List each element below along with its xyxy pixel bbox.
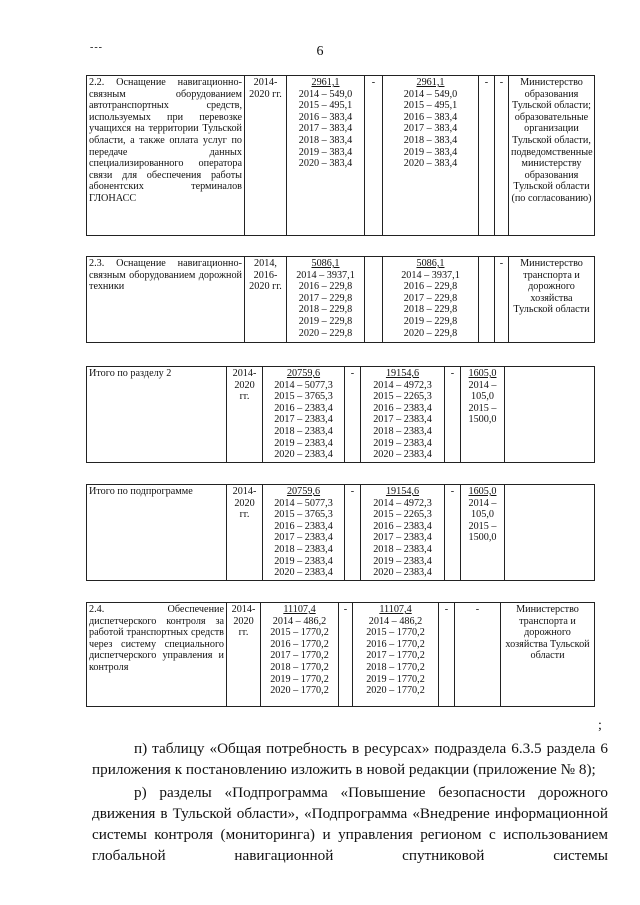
total-funding: 20759,6 2014 – 5077,3 2015 – 3765,3 2016 – 2383,4 2017 – 2383,4 2018 – 2383,4 2019 – 2383,4 2020 – 2383,4 xyxy=(263,367,345,463)
regional-funding: 2961,1 2014 – 549,0 2015 – 495,1 2016 – 383,4 2017 – 383,4 2018 – 383,4 2019 – 383,4 2020 – 383,4 xyxy=(383,76,479,236)
row-executor: Министерство транспорта и дорожного хозяйства Тульской области xyxy=(501,603,595,707)
total-funding: 20759,6 2014 – 5077,3 2015 – 3765,3 2016 – 2383,4 2017 – 2383,4 2018 – 2383,4 2019 – 2383,4 2020 – 2383,4 xyxy=(263,485,345,581)
row-description: Итого по разделу 2 xyxy=(87,367,227,463)
row-executor: Министерство образования Тульской области; образовательные организации Тульской области, подведомственные министерству образования Тульской области (по согласованию) xyxy=(509,76,595,236)
row-executor xyxy=(505,485,595,581)
extrabudget-funding: 1605,0 2014 – 105,0 2015 – 1500,0 xyxy=(461,485,505,581)
other-funding: - xyxy=(495,257,509,343)
row-period: 2014-2020 гг. xyxy=(245,76,287,236)
row-description: Итого по подпрограмме xyxy=(87,485,227,581)
table-row-2-3 xyxy=(86,256,595,343)
row-period: 2014, 2016-2020 гг. xyxy=(245,257,287,343)
row-executor xyxy=(505,367,595,463)
row-description: 2.4. Обеспечение диспетчерского контроля за работой транспортных средств через систему специального диспетчерского управления и контроля xyxy=(87,603,227,707)
local-funding: - xyxy=(479,76,495,236)
total-funding: 2961,1 2014 – 549,0 2015 – 495,1 2016 – 383,4 2017 – 383,4 2018 – 383,4 2019 – 383,4 2020 – 383,4 xyxy=(287,76,365,236)
row-period: 2014-2020 гг. xyxy=(227,485,263,581)
row-description: 2.2. Оснащение навигационно-связным оборудованием автотранспортных средств, используемых при перевозке учащихся на территории Тульской области, а также оплата услуг по передаче данных специализированного оператора связи для обеспечения работы абонентских терминалов ГЛОНАСС xyxy=(87,76,245,236)
federal-funding: - xyxy=(365,76,383,236)
table-total-subprogram xyxy=(86,484,595,581)
paragraph-r: р) разделы «Подпрограмма «Повышение безопасности дорожного движения в Тульской области», «Подпрограмма «Внедрение информационной системы контроля (мониторинга) и управления регионом с использованием глобальной навигационной спутниковой системы xyxy=(92,784,608,864)
total-funding: 5086,1 2014 – 3937,1 2016 – 229,8 2017 – 229,8 2018 – 229,8 2019 – 229,8 2020 – 229,8 xyxy=(287,257,365,343)
corner-mark: --- xyxy=(90,42,103,53)
federal-funding: - xyxy=(345,367,361,463)
local-funding xyxy=(479,257,495,343)
paragraph-p: п) таблицу «Общая потребность в ресурсах» подраздела 6.3.5 раздела 6 приложения к постановлению изложить в новой редакции (приложение № 8); xyxy=(92,740,608,778)
row-period: 2014-2020 гг. xyxy=(227,603,261,707)
page-number: 6 xyxy=(316,44,324,59)
table-end-semicolon: ; xyxy=(598,718,602,733)
local-funding: - xyxy=(439,603,455,707)
local-funding: - xyxy=(445,485,461,581)
regional-funding: 11107,4 2014 – 486,2 2015 – 1770,2 2016 – 1770,2 2017 – 1770,2 2018 – 1770,2 2019 – 1770,2 2020 – 1770,2 xyxy=(353,603,439,707)
extrabudget-funding: 1605,0 2014 – 105,0 2015 – 1500,0 xyxy=(461,367,505,463)
table-row-2-2 xyxy=(86,75,595,236)
total-funding: 11107,4 2014 – 486,2 2015 – 1770,2 2016 – 1770,2 2017 – 1770,2 2018 – 1770,2 2019 – 1770,2 2020 – 1770,2 xyxy=(261,603,339,707)
table-total-section-2 xyxy=(86,366,595,463)
federal-funding: - xyxy=(339,603,353,707)
regional-funding: 19154,6 2014 – 4972,3 2015 – 2265,3 2016 – 2383,4 2017 – 2383,4 2018 – 2383,4 2019 – 2383,4 2020 – 2383,4 xyxy=(361,367,445,463)
other-funding: - xyxy=(455,603,501,707)
other-funding: - xyxy=(495,76,509,236)
row-executor: Министерство транспорта и дорожного хозяйства Тульской области xyxy=(509,257,595,343)
federal-funding: - xyxy=(345,485,361,581)
table-row-2-4 xyxy=(86,602,595,707)
local-funding: - xyxy=(445,367,461,463)
row-description: 2.3. Оснащение навигационно-связным оборудованием дорожной техники xyxy=(87,257,245,343)
federal-funding xyxy=(365,257,383,343)
regional-funding: 5086,1 2014 – 3937,1 2016 – 229,8 2017 – 229,8 2018 – 229,8 2019 – 229,8 2020 – 229,8 xyxy=(383,257,479,343)
regional-funding: 19154,6 2014 – 4972,3 2015 – 2265,3 2016 – 2383,4 2017 – 2383,4 2018 – 2383,4 2019 – 2383,4 2020 – 2383,4 xyxy=(361,485,445,581)
row-period: 2014-2020 гг. xyxy=(227,367,263,463)
